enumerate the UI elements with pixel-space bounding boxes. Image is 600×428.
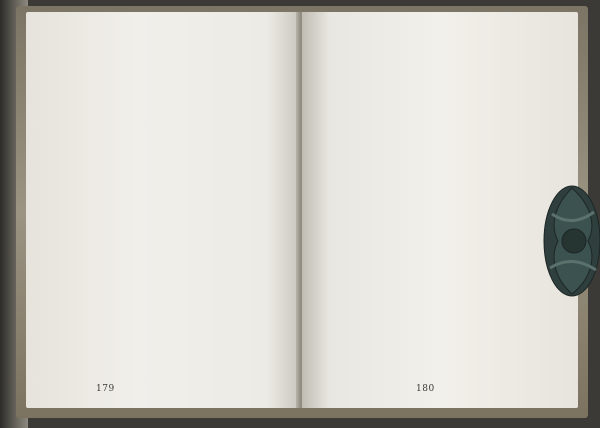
left-page-number: 179 <box>96 384 115 394</box>
right-page-text <box>318 38 554 368</box>
right-page-number: 180 <box>416 384 435 394</box>
left-page-text <box>44 38 282 368</box>
open-book <box>16 6 588 418</box>
lotus-ornament-icon <box>532 166 600 316</box>
left-page <box>26 12 300 408</box>
